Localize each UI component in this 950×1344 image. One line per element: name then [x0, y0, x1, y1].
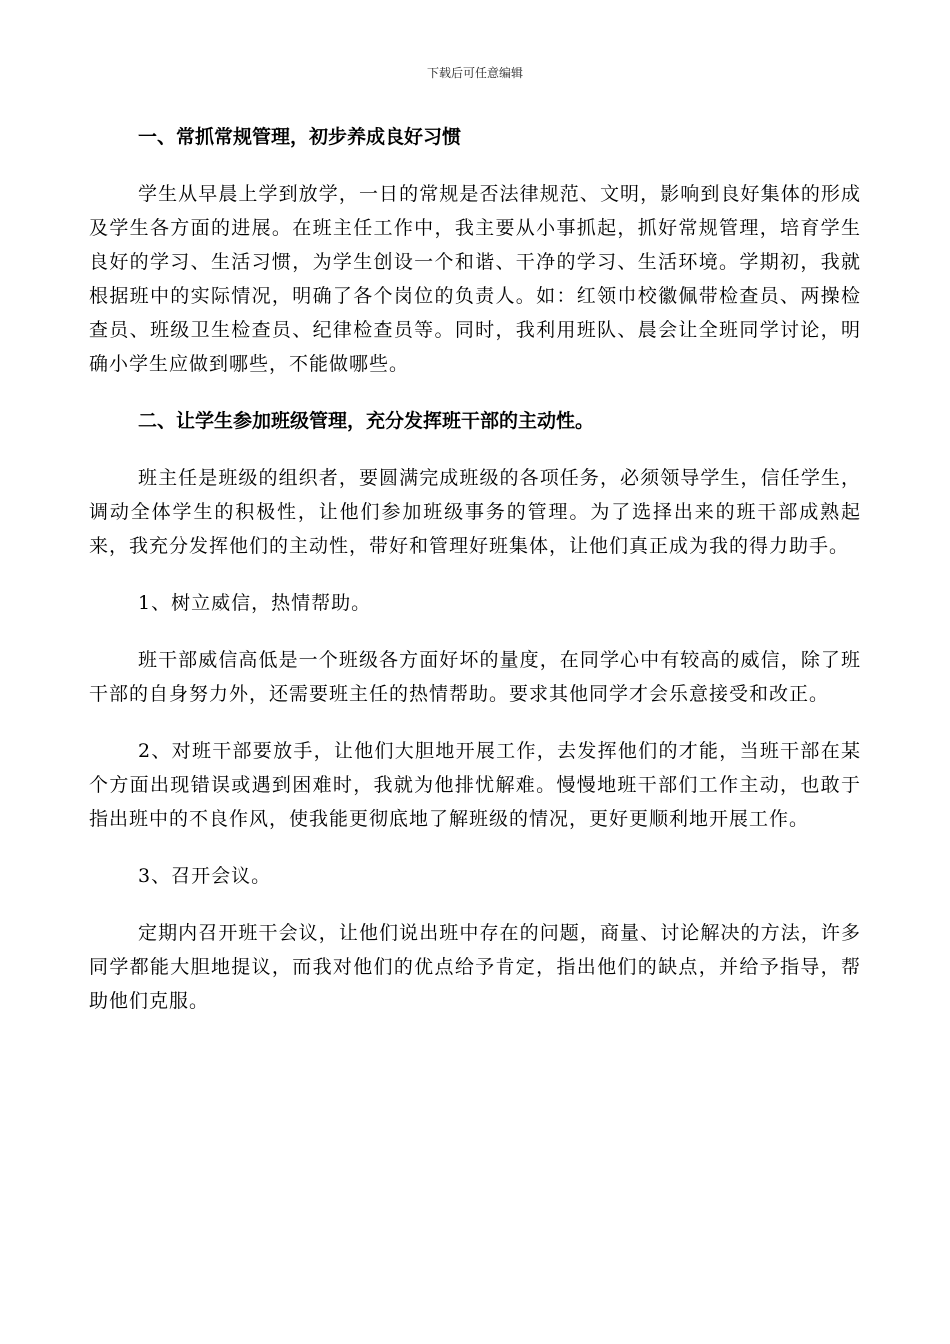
section-2-heading: 二、让学生参加班级管理，充分发挥班干部的主动性。 — [138, 410, 595, 432]
item-3-paragraph: 定期内召开班干会议，让他们说出班中存在的问题，商量、讨论解决的方法，许多同学都能大胆地提议，而我对他们的优点给予肯定，指出他们的缺点，并给予指导，帮助他们克服。 — [89, 922, 861, 1012]
page-header: 下载后可任意编辑 — [426, 66, 523, 80]
section-1-heading: 一、常抓常规管理，初步养成良好习惯 — [138, 126, 462, 148]
item-1-paragraph: 班干部威信高低是一个班级各方面好坏的量度，在同学心中有较高的威信，除了班干部的自身努力外，还需要班主任的热情帮助。要求其他同学才会乐意接受和改正。 — [89, 649, 861, 705]
item-2-paragraph: 2、对班干部要放手，让他们大胆地开展工作，去发挥他们的才能，当班干部在某个方面出现错误或遇到困难时，我就为他排忧解难。慢慢地班干部们工作主动，也敢于指出班中的不良作风，使我能更彻底地了解班级的情况，更好更顺利地开展工作。 — [89, 740, 861, 830]
item-3-title: 3、召开会议。 — [138, 865, 272, 887]
section-2-paragraph: 班主任是班级的组织者，要圆满完成班级的各项任务，必须领导学生，信任学生，调动全体学生的积极性，让他们参加班级事务的管理。为了选择出来的班干部成熟起来，我充分发挥他们的主动性，带好和管理好班集体，让他们真正成为我的得力助手。 — [89, 467, 861, 557]
item-1-title: 1、树立威信，热情帮助。 — [138, 592, 372, 614]
section-1-paragraph: 学生从早晨上学到放学，一日的常规是否法律规范、文明，影响到良好集体的形成及学生各方面的进展。在班主任工作中，我主要从小事抓起，抓好常规管理，培育学生良好的学习、生活习惯，为学生创设一个和谐、干净的学习、生活环境。学期初，我就根据班中的实际情况，明确了各个岗位的负责人。如：红领巾校徽佩带检查员、两操检查员、班级卫生检查员、纪律检查员等。同时，我利用班队、晨会让全班同学讨论，明确小学生应做到哪些，不能做哪些。 — [89, 183, 861, 375]
document-body — [89, 120, 861, 1041]
